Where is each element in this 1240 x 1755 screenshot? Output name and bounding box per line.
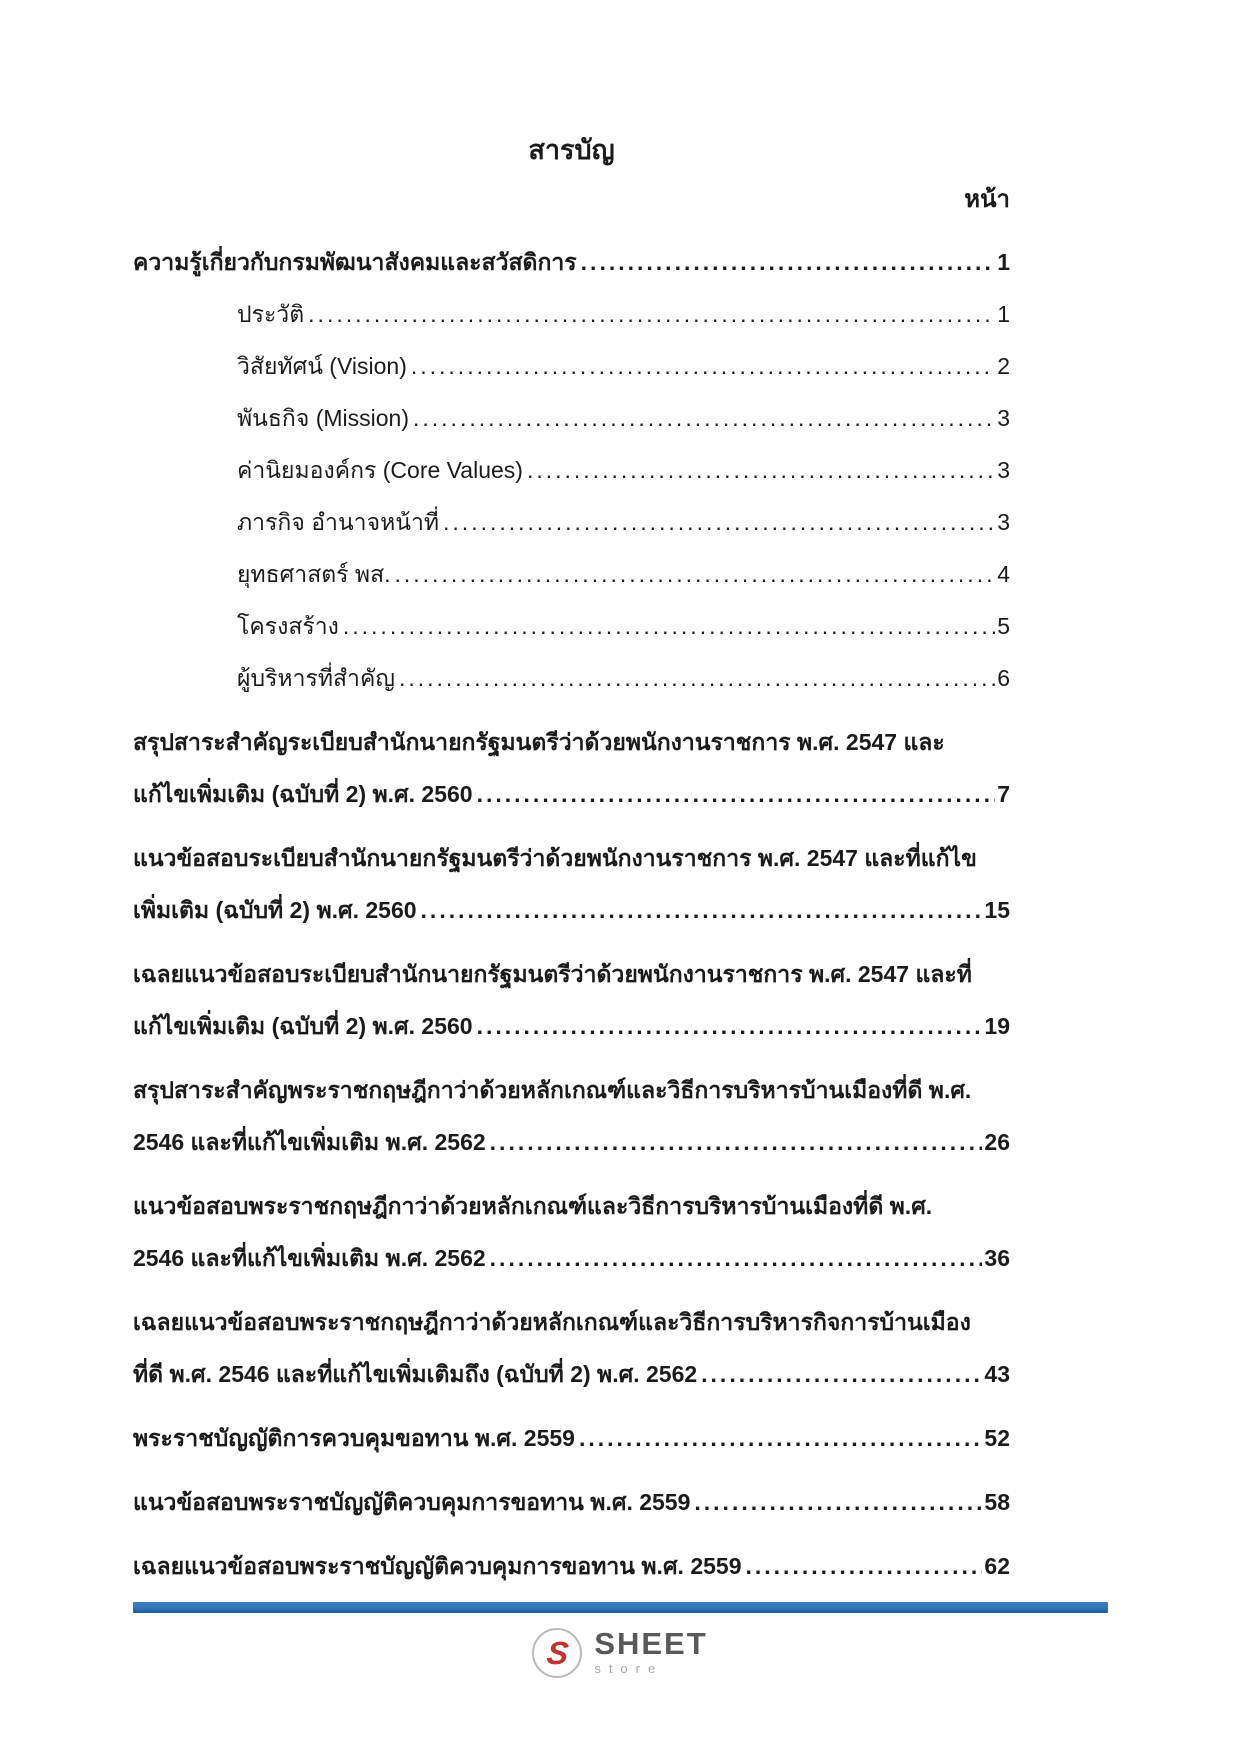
logo-s-letter: S — [544, 1635, 570, 1671]
page-column-header: หน้า — [964, 186, 1010, 213]
logo-text-column — [594, 1626, 708, 1677]
toc-entry — [133, 652, 1010, 704]
toc-entry-page-number: 5 — [997, 613, 1010, 639]
toc-entry-title: เฉลยแนวข้อสอบพระราชกฤษฎีกาว่าด้วยหลักเกณฑ์และวิธีการบริหารกิจการบ้านเมืองที่ดี พ.ศ. 2546 และที่แก้ไขเพิ่มเติมถึง (ฉบับที่ 2) พ.ศ. 2562 ..... — [133, 1296, 982, 1400]
toc-entry-page-number: 62 — [984, 1553, 1010, 1579]
toc-entry-title: โครงสร้าง ..... — [237, 600, 995, 652]
toc-entry-title: ความรู้เกี่ยวกับกรมพัฒนาสังคมและสวัสดิการ ..... — [133, 236, 995, 288]
toc-entry-page-number: 36 — [984, 1245, 1010, 1271]
toc-entry — [133, 600, 1010, 652]
footer-logo — [532, 1628, 707, 1678]
toc-entry — [133, 1540, 1010, 1592]
page-title: สารบัญ — [528, 135, 615, 165]
toc-entry-title: วิสัยทัศน์ (Vision) ..... — [237, 340, 995, 392]
footer-divider-bar — [133, 1602, 1108, 1613]
toc-entry-title: เฉลยแนวข้อสอบระเบียบสำนักนายกรัฐมนตรีว่าด้วยพนักงานราชการ พ.ศ. 2547 และที่แก้ไขเพิ่มเติม (ฉบับที่ 2) พ.ศ. 2560 ..... — [133, 948, 982, 1052]
toc-entry — [133, 948, 1010, 1052]
toc-entry — [133, 1412, 1010, 1464]
toc-entry-page-number: 3 — [997, 405, 1010, 431]
toc-entry-page-number: 15 — [984, 897, 1010, 923]
toc-entry — [133, 1296, 1010, 1400]
toc-entry — [133, 548, 1010, 600]
toc-entry-page-number: 1 — [997, 301, 1010, 327]
toc-entry — [133, 288, 1010, 340]
toc-entry-page-number: 7 — [997, 781, 1010, 807]
toc-list — [133, 236, 1010, 1592]
toc-entry-title: ค่านิยมองค์กร (Core Values) ..... — [237, 444, 995, 496]
toc-entry — [133, 444, 1010, 496]
toc-entry-title: แนวข้อสอบพระราชกฤษฎีกาว่าด้วยหลักเกณฑ์และวิธีการบริหารบ้านเมืองที่ดี พ.ศ. 2546 และที่แก้ไขเพิ่มเติม พ.ศ. 2562 ..... — [133, 1180, 982, 1284]
toc-entry-title: แนวข้อสอบพระราชบัญญัติควบคุมการขอทาน พ.ศ. 2559 ..... — [133, 1476, 982, 1528]
toc-entry — [133, 1476, 1010, 1528]
toc-entry — [133, 392, 1010, 444]
toc-entry-title: ยุทธศาสตร์ พส. ..... — [237, 548, 995, 600]
toc-entry — [133, 832, 1010, 936]
toc-entry — [133, 496, 1010, 548]
toc-entry-title: ผู้บริหารที่สำคัญ ..... — [237, 652, 995, 704]
toc-entry — [133, 716, 1010, 820]
toc-entry-title: ภารกิจ อำนาจหน้าที่ ..... — [237, 496, 995, 548]
toc-entry-title: สรุปสาระสำคัญระเบียบสำนักนายกรัฐมนตรีว่าด้วยพนักงานราชการ พ.ศ. 2547 และแก้ไขเพิ่มเติม (ฉบับที่ 2) พ.ศ. 2560 ..... — [133, 716, 995, 820]
footer — [0, 1628, 1240, 1678]
toc-entry-title: ประวัติ ..... — [237, 288, 995, 340]
toc-entry-page-number: 3 — [997, 509, 1010, 535]
toc-entry — [133, 1180, 1010, 1284]
toc-entry-page-number: 52 — [984, 1425, 1010, 1451]
toc-entry-title: สรุปสาระสำคัญพระราชกฤษฎีกาว่าด้วยหลักเกณฑ์และวิธีการบริหารบ้านเมืองที่ดี พ.ศ. 2546 และที่แก้ไขเพิ่มเติม พ.ศ. 2562 ..... — [133, 1064, 982, 1168]
toc-entry — [133, 340, 1010, 392]
toc-entry — [133, 236, 1010, 288]
toc-entry-title: แนวข้อสอบระเบียบสำนักนายกรัฐมนตรีว่าด้วยพนักงานราชการ พ.ศ. 2547 และที่แก้ไขเพิ่มเติม (ฉบับที่ 2) พ.ศ. 2560 ..... — [133, 832, 982, 936]
toc-entry-page-number: 1 — [997, 249, 1010, 275]
sheet-logo-icon — [532, 1628, 582, 1678]
toc-entry-title: พันธกิจ (Mission) ..... — [237, 392, 995, 444]
brand-name: SHEET — [594, 1626, 708, 1661]
toc-entry-page-number: 3 — [997, 457, 1010, 483]
toc-entry-page-number: 2 — [997, 353, 1010, 379]
toc-entry-title: พระราชบัญญัติการควบคุมขอทาน พ.ศ. 2559 ..... — [133, 1412, 982, 1464]
toc-entry-page-number: 6 — [997, 665, 1010, 691]
toc-entry-title: เฉลยแนวข้อสอบพระราชบัญญัติควบคุมการขอทาน พ.ศ. 2559 ..... — [133, 1540, 982, 1592]
toc-entry — [133, 1064, 1010, 1168]
toc-entry-page-number: 26 — [984, 1129, 1010, 1155]
toc-entry-page-number: 19 — [984, 1013, 1010, 1039]
toc-entry-page-number: 58 — [984, 1489, 1010, 1515]
brand-subtitle: store — [594, 1661, 664, 1676]
toc-entry-page-number: 43 — [984, 1361, 1010, 1387]
toc-entry-page-number: 4 — [997, 561, 1010, 587]
